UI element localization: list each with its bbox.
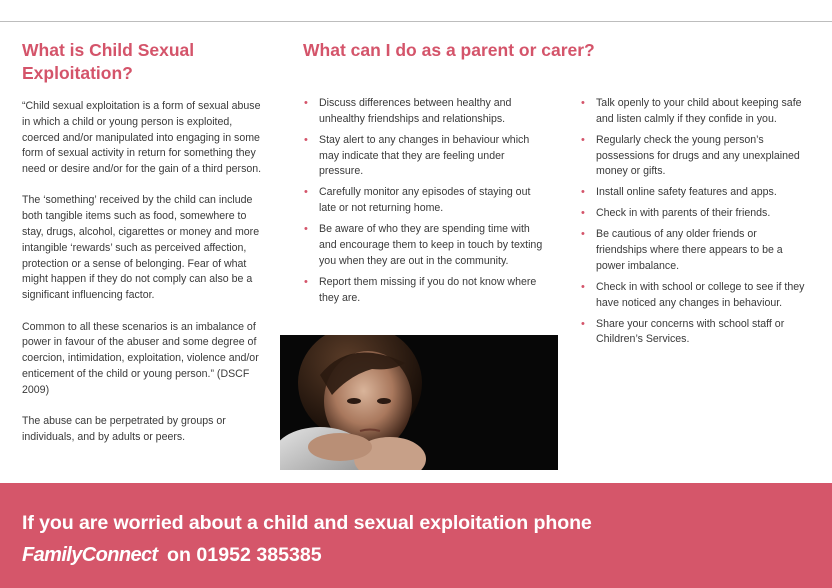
list-item: • Check in with parents of their friends. bbox=[580, 206, 810, 222]
list-item: • Share your concerns with school staff or Children’s Services. bbox=[581, 317, 785, 346]
footer-contact bbox=[22, 544, 322, 567]
parent-advice-list-2 bbox=[580, 96, 810, 353]
cse-heading: What is Child Sexual Exploitation? bbox=[22, 40, 195, 83]
bullet-icon: • bbox=[581, 228, 585, 241]
list-item: • Be aware of who they are spending time with and encourage them to keep in touch by texting you when they are out in the community. bbox=[304, 223, 543, 267]
bullet-icon: • bbox=[304, 186, 308, 199]
list-item: • Discuss differences between healthy and unhealthy friendships and relationships. bbox=[304, 97, 512, 125]
phone-number[interactable]: on 01952 385385 bbox=[167, 544, 322, 566]
bullet-icon: • bbox=[581, 133, 585, 146]
bullet-icon: • bbox=[304, 223, 308, 236]
list-item: • Report them missing if you do not know where they are. bbox=[304, 275, 537, 304]
list-item: • Install online safety features and apps. bbox=[580, 185, 810, 201]
footer-message: If you are worried about a child and sexual exploitation phone bbox=[22, 512, 592, 534]
child-photo bbox=[280, 335, 558, 470]
footer-banner bbox=[0, 483, 832, 588]
list-item: • Stay alert to any changes in behaviour which may indicate that they are feeling under pressure. bbox=[304, 133, 530, 178]
bullet-icon: • bbox=[581, 186, 585, 199]
list-item: • Talk openly to your child about keeping safe and listen calmly if they confide in you. bbox=[581, 97, 802, 125]
bullet-icon: • bbox=[581, 317, 585, 330]
parent-heading: What can I do as a parent or carer? bbox=[303, 40, 595, 60]
parent-advice-list-1 bbox=[303, 96, 543, 312]
child-photo-illustration bbox=[280, 335, 558, 470]
bullet-icon: • bbox=[304, 275, 308, 288]
top-divider bbox=[0, 21, 832, 22]
bullet-icon: • bbox=[581, 207, 585, 220]
cse-paragraph-2: The ‘something’ received by the child can include both tangible items such as food, somewhere to stay, drugs, alcohol, cigarettes or money and more intangible ‘rewards’ such as perceived affection, protection or a sense of belonging. Fear of what might happen if they do not comply can also be a significant influencing factor. bbox=[22, 194, 260, 302]
familyconnect-logo: FamilyConnect bbox=[22, 544, 158, 566]
bullet-icon: • bbox=[304, 133, 308, 146]
cse-paragraph-3: Common to all these scenarios is an imbalance of power in favour of the abuser and some degree of coercion, intimidation, exploitation, violence and/or enticement of the child or young person.” (DSCF 2009) bbox=[22, 320, 259, 396]
bullet-icon: • bbox=[581, 280, 585, 293]
bullet-icon: • bbox=[581, 97, 585, 109]
bullet-icon: • bbox=[304, 97, 308, 109]
left-column bbox=[22, 39, 262, 446]
cse-paragraph-1: “Child sexual exploitation is a form of sexual abuse in which a child or young person is exploited, coerced and/or manipulated into engaging in some form of sexual activity in return for something they need or desire and/or for the gain of a third person. bbox=[22, 100, 262, 176]
list-item: • Check in with school or college to see if they have noticed any changes in behaviour. bbox=[581, 280, 805, 309]
list-item: • Be cautious of any older friends or friendships where there appears to be a power imbalance. bbox=[581, 228, 783, 272]
cse-paragraph-4: The abuse can be perpetrated by groups or individuals, and by adults or peers. bbox=[22, 415, 226, 443]
list-item: • Carefully monitor any episodes of staying out late or not returning home. bbox=[304, 186, 531, 215]
list-item: • Regularly check the young person’s possessions for drugs and any unexplained money or gifts. bbox=[581, 133, 800, 178]
